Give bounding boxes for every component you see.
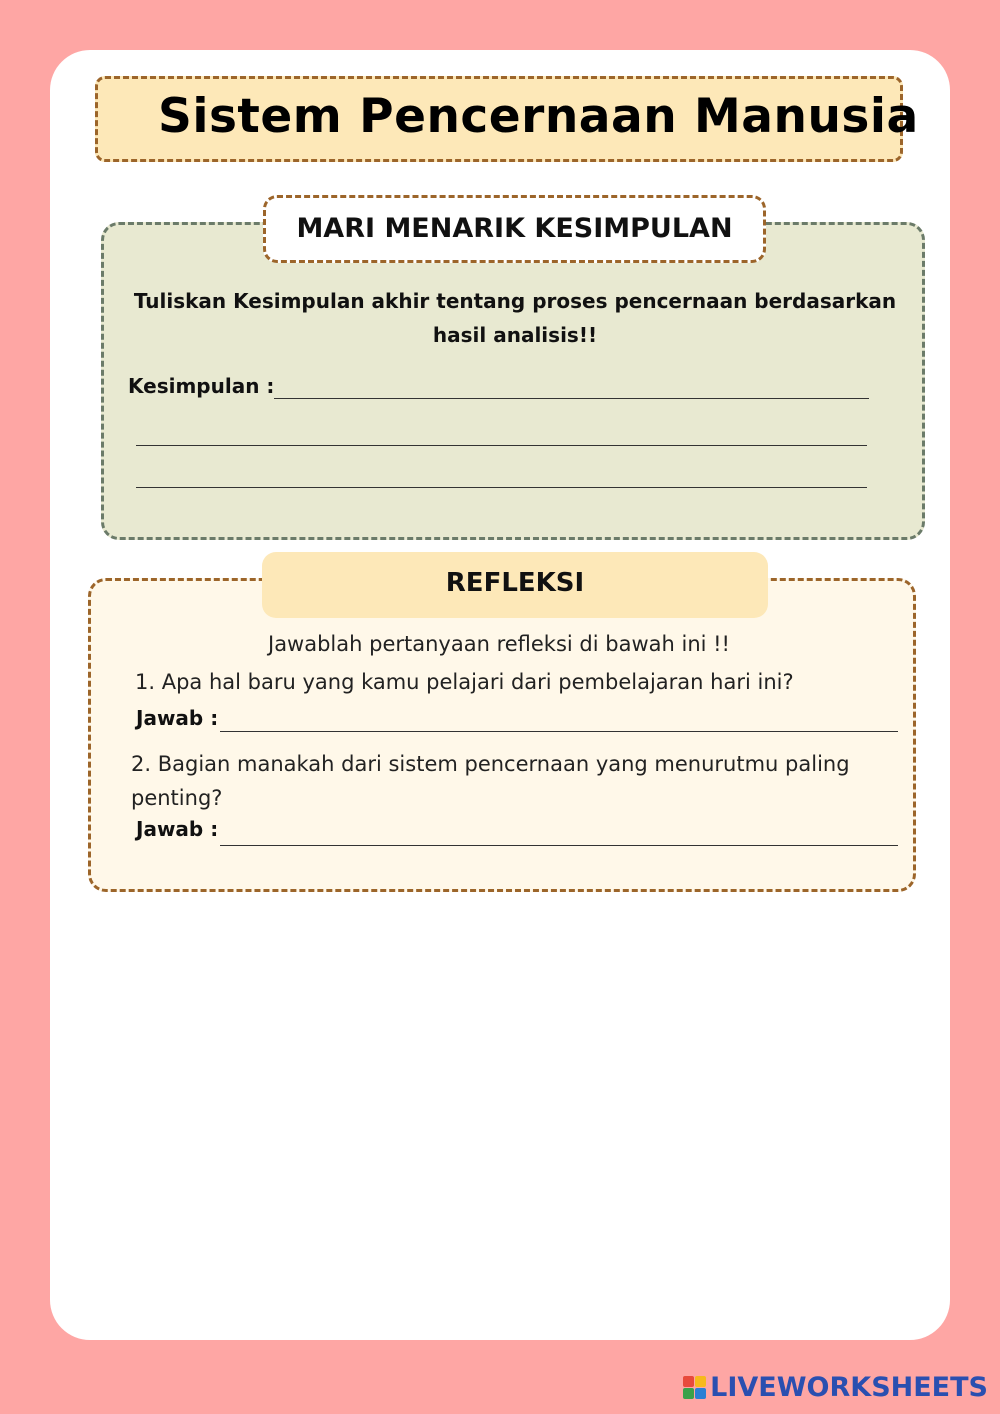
answer-2-label: Jawab :: [136, 817, 219, 841]
kesimpulan-field-label: Kesimpulan :: [128, 374, 275, 398]
brand-watermark: [683, 1372, 988, 1403]
kesimpulan-heading: MARI MENARIK KESIMPULAN: [263, 195, 766, 263]
logo-tile-1: [683, 1376, 694, 1387]
question-2: 2. Bagian manakah dari sistem pencernaan yang menurutmu paling penting?: [131, 752, 850, 810]
kesimpulan-answer-line-3[interactable]: [136, 487, 867, 488]
answer-1-line[interactable]: [220, 731, 898, 732]
page-title: Sistem Pencernaan Manusia: [158, 89, 919, 144]
logo-tile-2: [695, 1376, 706, 1387]
answer-1-label: Jawab :: [136, 706, 219, 730]
kesimpulan-instruction: Tuliskan Kesimpulan akhir tentang proses pencernaan berdasarkan hasil analisis!!: [133, 289, 897, 347]
refleksi-intro: Jawablah pertanyaan refleksi di bawah ini !!: [268, 632, 730, 656]
liveworksheets-logo-icon: [683, 1376, 706, 1399]
question-1: 1. Apa hal baru yang kamu pelajari dari pembelajaran hari ini?: [135, 670, 794, 694]
refleksi-heading: REFLEKSI: [262, 552, 768, 618]
kesimpulan-answer-line-2[interactable]: [136, 445, 867, 446]
answer-2-line[interactable]: [220, 845, 898, 846]
brand-name: LIVEWORKSHEETS: [710, 1372, 988, 1403]
kesimpulan-answer-line-1[interactable]: [274, 398, 869, 399]
logo-tile-4: [695, 1388, 706, 1399]
title-banner: [95, 76, 919, 162]
logo-tile-3: [683, 1388, 694, 1399]
